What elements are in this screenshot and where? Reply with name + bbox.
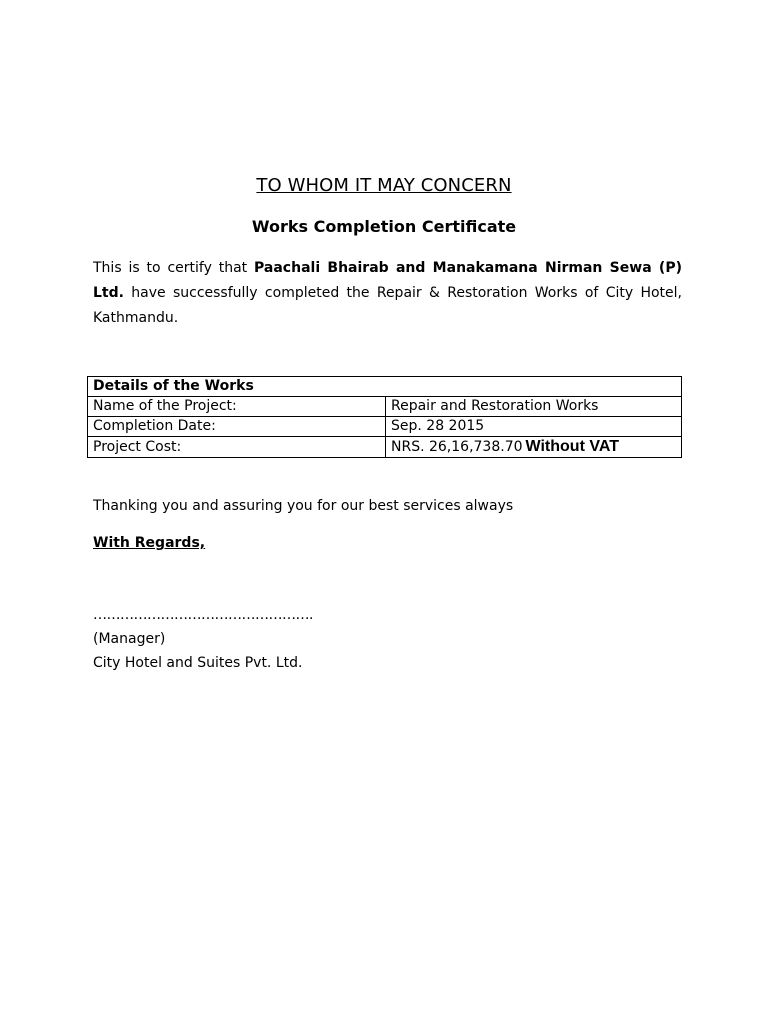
project-cost-value: NRS. 26,16,738.70 [391, 439, 523, 455]
project-cost-cell [386, 437, 682, 458]
project-cost-label: Project Cost: [88, 437, 386, 458]
completion-date-label: Completion Date: [88, 417, 386, 437]
table-title-row [88, 377, 682, 397]
completion-date-value: Sep. 28 2015 [386, 417, 682, 437]
page-title: TO WHOM IT MAY CONCERN [256, 175, 512, 196]
closing-text: Thanking you and assuring you for our best services always [93, 498, 514, 514]
table-title: Details of the Works [88, 377, 682, 397]
signatory-role: (Manager) [93, 631, 166, 647]
project-name-label: Name of the Project: [88, 397, 386, 417]
intro-suffix: have successfully completed the Repair & Restoration Works of City Hotel, Kathmandu. [93, 285, 682, 326]
project-name-value: Repair and Restoration Works [386, 397, 682, 417]
contractor-name: Paachali Bhairab and Manakamana Nirman Sewa (P) Ltd. [93, 260, 682, 301]
details-table [87, 376, 682, 458]
table-row [88, 437, 682, 458]
vat-note: Without VAT [525, 438, 619, 455]
certificate-subtitle: Works Completion Certificate [251, 217, 517, 236]
intro-prefix: This is to certify that [93, 260, 255, 276]
table-row [88, 397, 682, 417]
intro-paragraph [93, 256, 682, 331]
signatory-organization: City Hotel and Suites Pvt. Ltd. [93, 655, 303, 671]
table-row [88, 417, 682, 437]
signature-line: …………………………………………. [93, 607, 313, 623]
regards-text: With Regards, [93, 535, 206, 551]
